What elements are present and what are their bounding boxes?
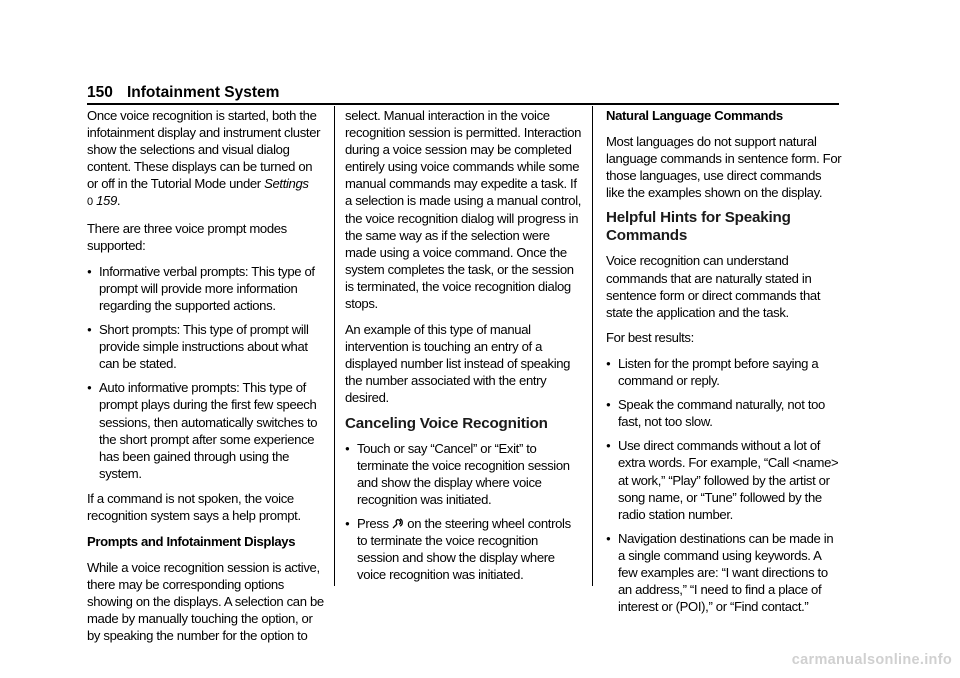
page-ref-link[interactable]: 159 [96,193,117,209]
page-number: 150 [87,84,113,101]
page-ref-icon: 0 [87,196,93,209]
list-item: ● Short prompts: This type of prompt will provide simple instructions about what can be stated. [87,321,325,372]
paragraph: While a voice recognition session is active, there may be corresponding options showing on the displays. A selection can be made by manually touching the option, or by speaking the number for the option to [87,559,324,644]
section-title: Infotainment System [127,84,280,101]
paragraph: There are three voice prompt modes supported: [87,221,287,254]
paragraph-text: Once voice recognition is started, both the infotainment display and instrument cluster show the selections and visual dialog content. These displays can be turned on or off in the Tutorial Mode under [87,108,321,192]
column-divider-1 [334,106,335,586]
paragraph: An example of this type of manual intervention is touching an entry of a displayed number list instead of speaking the number associated with the entry desired. [345,321,571,405]
settings-ref: Settings [264,176,309,192]
section-heading: Canceling Voice Recognition [345,414,548,432]
hints-list [606,355,842,615]
prompt-mode-list [87,263,325,482]
voice-recognition-icon [392,518,404,529]
list-item: ● Informative verbal prompts: This type of prompt will provide more information regarding the supported actions. [87,263,325,314]
column-1 [87,107,325,653]
column-divider-2 [592,106,593,586]
list-item: ● Use direct commands without a lot of extra words. For example, “Call <name> at work,” “Play” followed by the artist or song name, or “Tune” followed by the radio station number. [606,437,842,522]
list-item: ● Navigation destinations can be made in a single command using keywords. A few examples are: “I want directions to an address,” “I need to find a place of interest or (POI),” or “Find contact.” [606,530,842,615]
paragraph: If a command is not spoken, the voice recognition system says a help prompt. [87,491,301,524]
cancel-list [345,440,583,584]
section-heading: Helpful Hints for Speaking Commands [606,209,791,245]
column-2 [345,107,583,592]
list-item: ● Speak the command naturally, not too fast, not too slow. [606,396,842,430]
list-item: ● Auto informative prompts: This type of prompt plays during the first few speech sessions, then automatically switches to the short prompt after some experience has been gained through using the system. [87,379,325,482]
paragraph: select. Manual interaction in the voice recognition session is permitted. Interaction during a voice session may be completed entirely using voice commands while some manual commands may expedite a task. If a selection is made using a manual control, the voice recognition dialog will progress in the same way as if the selection were made using a voice command. Once the system completes the task, or the session is terminated, the voice recognition dialog stops. [345,108,582,312]
header-rule [87,103,839,105]
paragraph: Voice recognition can understand commands that are naturally stated in sentence form or direct commands that state the application and the task. [606,253,821,320]
subheading: Natural Language Commands [606,108,783,123]
column-3 [606,107,842,624]
list-item: ● Touch or say “Cancel” or “Exit” to terminate the voice recognition session and show the display where voice recognition was initiated. [345,440,583,508]
paragraph: Once voice recognition is started, both the infotainment display and instrument cluster show the selections and visual dialog content. These displays can be turned on or off in the Tutorial Mode under Settings 0 159. [87,107,325,212]
watermark: carmanualsonline.info [791,652,952,668]
list-item: ● Listen for the prompt before saying a command or reply. [606,355,842,389]
list-item: ● Press on the steering wheel controls to terminate the voice recognition session and show the display where voice recognition was initiated. [345,515,583,583]
subheading: Prompts and Infotainment Displays [87,534,296,550]
paragraph: For best results: [606,330,694,346]
paragraph: Most languages do not support natural language commands in sentence form. For those languages, use direct commands like the examples shown on the display. [606,133,842,200]
